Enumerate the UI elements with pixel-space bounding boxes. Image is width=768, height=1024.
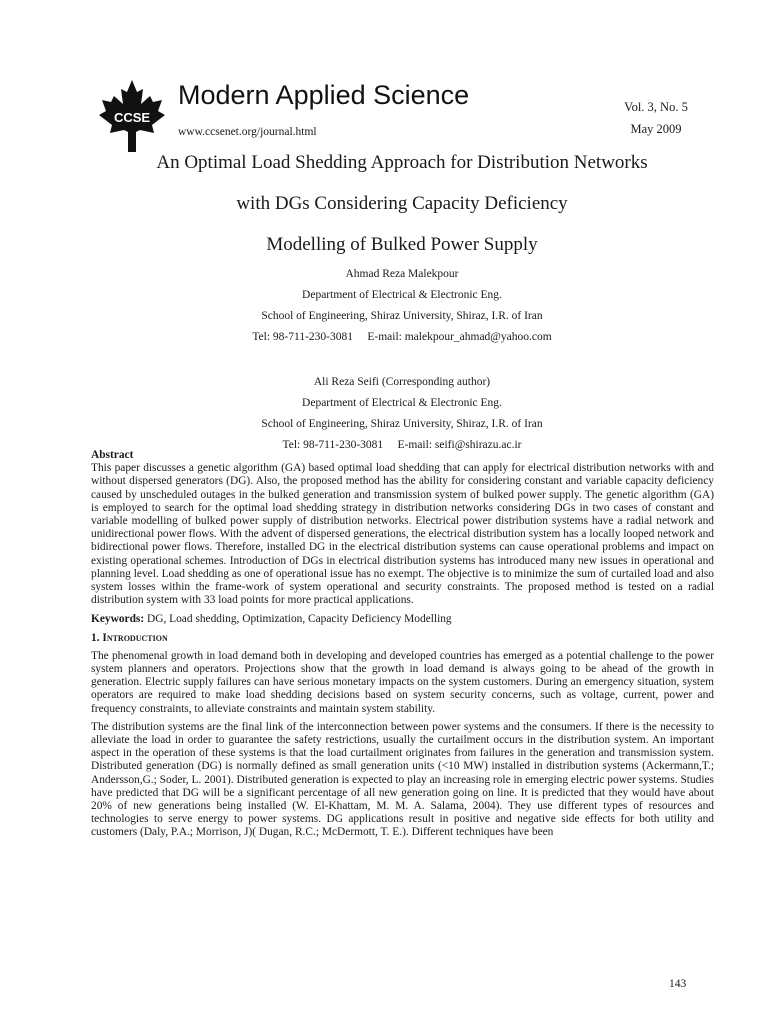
volume-number: Vol. 3, No. 5 (624, 100, 688, 114)
journal-url[interactable]: www.ccsenet.org/journal.html (178, 126, 317, 138)
paper-title (90, 150, 714, 273)
author-name: Ali Reza Seifi (Corresponding author) (313, 376, 491, 388)
journal-title: Modern Applied Science (178, 80, 470, 110)
section-title: Introduction (102, 631, 168, 644)
section-number: 1. (91, 631, 103, 644)
author-school: School of Engineering, Shiraz University, Shiraz, I.R. of Iran (261, 310, 543, 322)
author-school: School of Engineering, Shiraz University, Shiraz, I.R. of Iran (261, 418, 543, 430)
ccse-maple-leaf-logo (96, 78, 168, 154)
abstract-heading: Abstract (91, 449, 134, 461)
keywords-text: DG, Load shedding, Optimization, Capacity Deficiency Modelling (144, 613, 452, 626)
author-name: Ahmad Reza Malekpour (345, 268, 459, 280)
title-line-2: with DGs Considering Capacity Deficiency (236, 193, 568, 214)
logo-text: CCSE (113, 110, 151, 125)
intro-paragraph: The distribution systems are the final link of the interconnection between power systems and the consumers. If there is the necessity to alleviate the load in order to guarantee the safety restrictions, usually the curtailment occurs in the distribution system. An important aspect in the operation of these systems is that the load curtailment originates from failures in the generation and transmission system. Distributed generation (DG) is normally defined as small generation units (<10 MW) installed in distribution systems (Ackermann,T.; Andersson,G.; Soder, L. 2001). Distributed generation is expected to play an increasing role in emerging electric power systems. Studies have predicted that DG will be a significant percentage of all new generation going on line. It is predicted that they would have about 20% of new generations being installed (W. El-Khattam, M. M. A. Salama, 2004). They use different types of resources and technologies to serve energy to power systems. DG applications result in positive and negative side effects for both utility and customers (Daly, P.A.; Morrison, J)( Dugan, R.C.; McDermott, T. E.). Different techniques have been (91, 720, 714, 839)
author-department: Department of Electrical & Electronic Eng. (302, 397, 502, 409)
section-heading-introduction (91, 632, 714, 645)
author-spacer (90, 348, 714, 372)
intro-paragraph: The phenomenal growth in load demand both in developing and developed countries has emerged as a potential challenge to the power system planners and operators. Projections show that the growth in load demand is always going to be ahead of the growth in generation. Electric supply failures can have serious monetary impacts on the system customers. During an emergency situation, system operators are required to make load shedding decisions based on system security concerns, such as voltage, current, power and frequency constraints, to alleviate constraints and maintain system stability. (91, 649, 714, 715)
abstract-text: This paper discusses a genetic algorithm (GA) based optimal load shedding that can apply for electrical distribution networks with and without dispersed generators (DG). Also, the proposed method has the ability for considering constant and variable capacity deficiency caused by unscheduled outages in the bulked generation and transmission system of bulked power supply. The genetic algorithm (GA) is employed to search for the optimal load shedding strategy in distribution networks considering DGs in two cases of constant and variable modelling of bulked power supply of distribution networks. Electrical power distribution systems have a radial network and unidirectional power flows. With the advent of dispersed generations, the electrical distribution system has a locally looped network and bidirectional power flows. Therefore, installed DG in the electrical distribution systems can cause operational problems and impact on existing operational schemes. Introduction of DGs in electrical distribution systems has introduced many new issues in operational and planning level. Load shedding as one of operational issue has no exempt. The objective is to minimize the sum of curtailed load and also system losses within the frame-work of system operational and security constraints. The proposed method is tested on a radial distribution system with 33 load points for more practical applications. (91, 462, 714, 607)
keywords-line (91, 613, 714, 626)
issue-date: May 2009 (630, 122, 682, 136)
keywords-label: Keywords: (91, 613, 145, 626)
author-contact: Tel: 98-711-230-3081 E-mail: seifi@shirazu.ac.ir (282, 439, 522, 451)
author-contact: Tel: 98-711-230-3081 E-mail: malekpour_ahmad@yahoo.com (252, 331, 552, 343)
author-department: Department of Electrical & Electronic Eng. (302, 289, 502, 301)
title-line-3: Modelling of Bulked Power Supply (266, 234, 538, 255)
title-line-1: An Optimal Load Shedding Approach for Distribution Networks (156, 152, 648, 173)
volume-info (610, 96, 702, 140)
paper-body (91, 449, 714, 845)
page-number: 143 (669, 978, 687, 990)
author-block (90, 264, 714, 456)
